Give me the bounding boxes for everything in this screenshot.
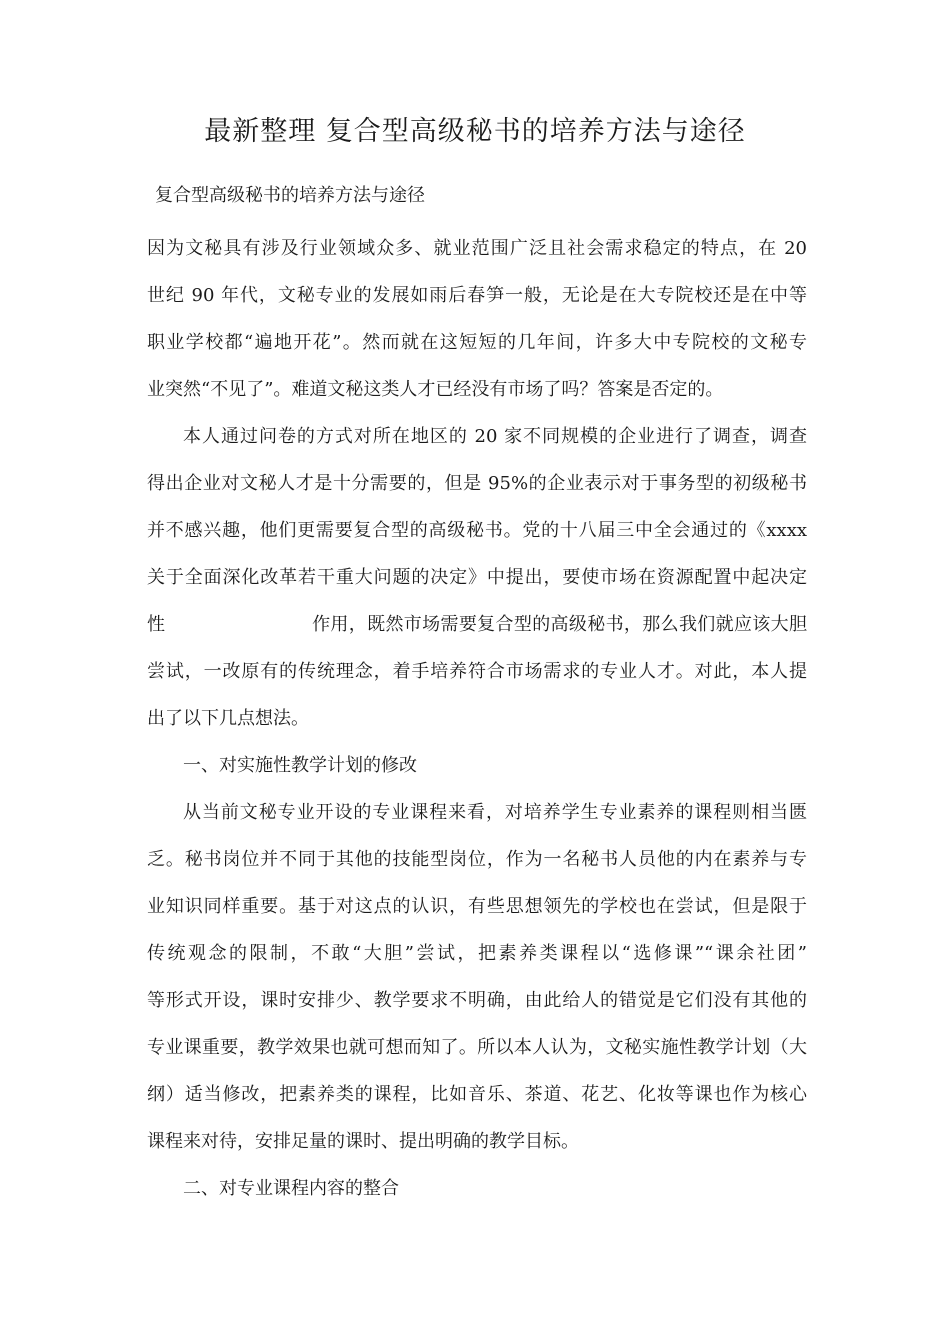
paragraph-line: 课程来对待，安排足量的课时、提出明确的教学目标。 (147, 1131, 579, 1152)
paragraph-line: 纲）适当修改，把素养类的课程，比如音乐、茶道、花艺、化妆等课也作为核心 (147, 1084, 807, 1105)
document-subtitle: 复合型高级秘书的培养方法与途径 (155, 185, 425, 206)
paragraph-line: 因为文秘具有涉及行业领域众多、就业范围广泛且社会需求稳定的特点，在 20 (147, 238, 807, 259)
document-body (147, 225, 807, 1212)
paragraph-line: 等形式开设，课时安排少、教学要求不明确，由此给人的错觉是它们没有其他的 (147, 990, 807, 1011)
paragraph-line: 从当前文秘专业开设的专业课程来看，对培养学生专业素养的课程则相当匮 (183, 802, 807, 823)
document-title: 最新整理 复合型高级秘书的培养方法与途径 (204, 116, 746, 147)
paragraph-line: 出了以下几点想法。 (147, 708, 309, 729)
paragraph-line: 乏。秘书岗位并不同于其他的技能型岗位，作为一名秘书人员他的内在素养与专 (147, 849, 807, 870)
section-heading: 二、对专业课程内容的整合 (183, 1178, 399, 1199)
paragraph-line: 并不感兴趣，他们更需要复合型的高级秘书。党的十八届三中全会通过的《xxxx (147, 520, 807, 541)
paragraph-line: 专业课重要，教学效果也就可想而知了。所以本人认为，文秘实施性教学计划（大 (147, 1037, 807, 1058)
paragraph-line: 得出企业对文秘人才是十分需要的，但是 95%的企业表示对于事务型的初级秘书 (147, 473, 807, 494)
paragraph-line: 关于全面深化改革若干重大问题的决定》中提出，要使市场在资源配置中起决定 (147, 567, 807, 588)
section-heading: 一、对实施性教学计划的修改 (183, 755, 417, 776)
paragraph-line: 性 作用，既然市场需要复合型的高级秘书，那么我们就应该大胆 (147, 614, 807, 635)
paragraph-line: 传统观念的限制，不敢“大胆”尝试，把素养类课程以“选修课”“课余社团” (147, 943, 807, 964)
paragraph-line: 本人通过问卷的方式对所在地区的 20 家不同规模的企业进行了调查，调查 (183, 426, 807, 447)
paragraph-line: 业知识同样重要。基于对这点的认识，有些思想领先的学校也在尝试，但是限于 (147, 896, 807, 917)
paragraph-line: 职业学校都“遍地开花”。然而就在这短短的几年间，许多大中专院校的文秘专 (147, 332, 807, 353)
paragraph-line: 尝试，一改原有的传统理念，着手培养符合市场需求的专业人才。对此，本人提 (147, 661, 807, 682)
paragraph-line: 业突然“不见了”。难道文秘这类人才已经没有市场了吗？答案是否定的。 (147, 379, 724, 400)
paragraph-line: 世纪 90 年代，文秘专业的发展如雨后春笋一般，无论是在大专院校还是在中等 (147, 285, 807, 306)
